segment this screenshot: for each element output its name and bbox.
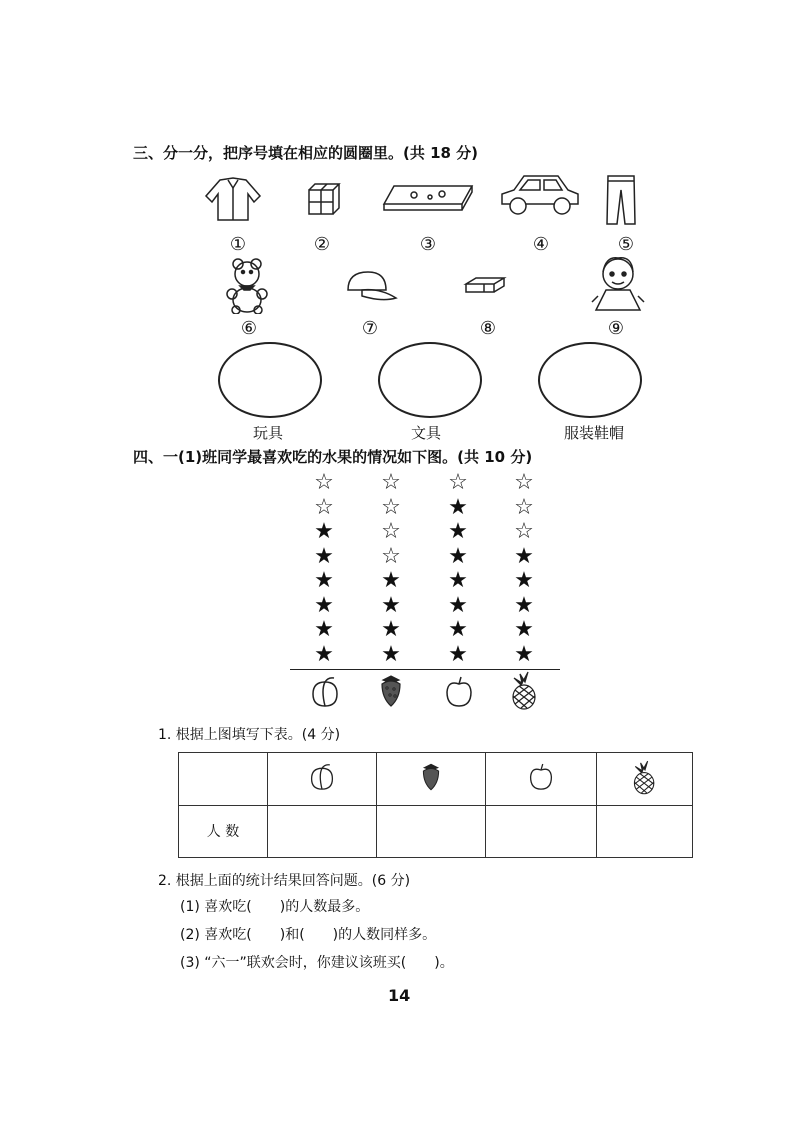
q1-title: 1. 根据上图填写下表。(4 分)	[158, 727, 341, 743]
teddy-bear-icon	[222, 258, 272, 314]
empty-star-strawberry: ☆	[381, 494, 401, 520]
strawberry-icon	[420, 762, 442, 792]
empty-star-pineapple: ☆	[514, 519, 534, 544]
peach-icon	[310, 676, 340, 708]
item-number: ⑧	[479, 318, 497, 339]
filled-star-peach: ★	[314, 543, 334, 569]
q2-line-1: (1) 喜欢吃( )的人数最多。	[180, 899, 370, 915]
answer-oval-stationery[interactable]	[378, 342, 482, 418]
empty-star-strawberry: ☆	[381, 470, 401, 495]
peach-icon	[309, 763, 335, 791]
empty-star-peach: ☆	[314, 494, 334, 520]
q2-title: 2. 根据上面的统计结果回答问题。(6 分)	[158, 873, 411, 889]
answer-cell-apple[interactable]	[486, 805, 597, 858]
filled-star-apple: ★	[448, 592, 468, 618]
filled-star-apple: ★	[448, 519, 468, 544]
apple-icon	[444, 676, 474, 708]
filled-star-pineapple: ★	[514, 568, 534, 593]
answer-cell-peach[interactable]	[268, 805, 377, 858]
section3-title: 三、分一分，把序号填在相应的圆圈里。(共 18 分)	[133, 144, 479, 162]
filled-star-apple: ★	[448, 641, 468, 667]
table-header-apple	[486, 753, 597, 806]
filled-star-pineapple: ★	[514, 543, 534, 569]
empty-star-peach: ☆	[314, 470, 334, 495]
empty-star-pineapple: ☆	[514, 494, 534, 520]
filled-star-apple: ★	[448, 494, 468, 520]
table-header-peach	[268, 753, 377, 806]
page-number: 14	[388, 986, 411, 1005]
table-header-empty	[179, 753, 268, 806]
gift-box-icon	[305, 180, 341, 218]
filled-star-pineapple: ★	[514, 592, 534, 618]
item-number: ④	[532, 234, 550, 255]
pencil-case-icon	[380, 182, 476, 216]
category-label: 服装鞋帽	[563, 424, 624, 442]
toy-car-icon	[496, 170, 582, 220]
table-header-strawberry	[377, 753, 486, 806]
cap-icon	[342, 268, 400, 304]
q2-line-3: (3) “六一”联欢会时，你建议该班买( )。	[180, 955, 454, 971]
trousers-icon	[604, 172, 638, 226]
q2-line-2: (2) 喜欢吃( )和( )的人数同样多。	[180, 927, 437, 943]
jacket-icon	[200, 174, 266, 224]
pineapple-icon	[630, 759, 660, 795]
filled-star-peach: ★	[314, 568, 334, 593]
tally-table	[178, 752, 693, 858]
section4-title: 四、一(1)班同学最喜欢吃的水果的情况如下图。(共 10 分)	[133, 448, 533, 466]
category-label: 文具	[410, 424, 441, 442]
item-number: ⑥	[240, 318, 258, 339]
filled-star-strawberry: ★	[381, 641, 401, 667]
answer-oval-toys[interactable]	[218, 342, 322, 418]
empty-star-apple: ☆	[448, 470, 468, 495]
pictograph-chart	[290, 470, 560, 670]
filled-star-pineapple: ★	[514, 617, 534, 642]
filled-star-strawberry: ★	[381, 592, 401, 618]
item-number: ⑨	[607, 318, 625, 339]
filled-star-apple: ★	[448, 568, 468, 593]
filled-star-apple: ★	[448, 617, 468, 642]
apple-icon	[528, 763, 554, 791]
table-header-pineapple	[597, 753, 693, 806]
item-number: ②	[313, 234, 331, 255]
filled-star-strawberry: ★	[381, 568, 401, 593]
doll-icon	[588, 256, 648, 314]
answer-cell-strawberry[interactable]	[377, 805, 486, 858]
item-number: ①	[229, 234, 247, 255]
filled-star-pineapple: ★	[514, 641, 534, 667]
category-label: 玩具	[252, 424, 283, 442]
pineapple-icon	[508, 670, 542, 710]
filled-star-apple: ★	[448, 543, 468, 569]
filled-star-peach: ★	[314, 641, 334, 667]
empty-star-strawberry: ☆	[381, 543, 401, 569]
answer-oval-clothing[interactable]	[538, 342, 642, 418]
row-label-count: 人 数	[179, 805, 268, 858]
item-number: ⑦	[361, 318, 379, 339]
filled-star-strawberry: ★	[381, 617, 401, 642]
filled-star-peach: ★	[314, 519, 334, 544]
empty-star-pineapple: ☆	[514, 470, 534, 495]
eraser-icon	[462, 276, 508, 296]
item-number: ⑤	[617, 234, 635, 255]
filled-star-peach: ★	[314, 617, 334, 642]
filled-star-peach: ★	[314, 592, 334, 618]
item-number: ③	[419, 234, 437, 255]
empty-star-strawberry: ☆	[381, 519, 401, 544]
strawberry-icon	[378, 674, 404, 708]
answer-cell-pineapple[interactable]	[597, 805, 693, 858]
